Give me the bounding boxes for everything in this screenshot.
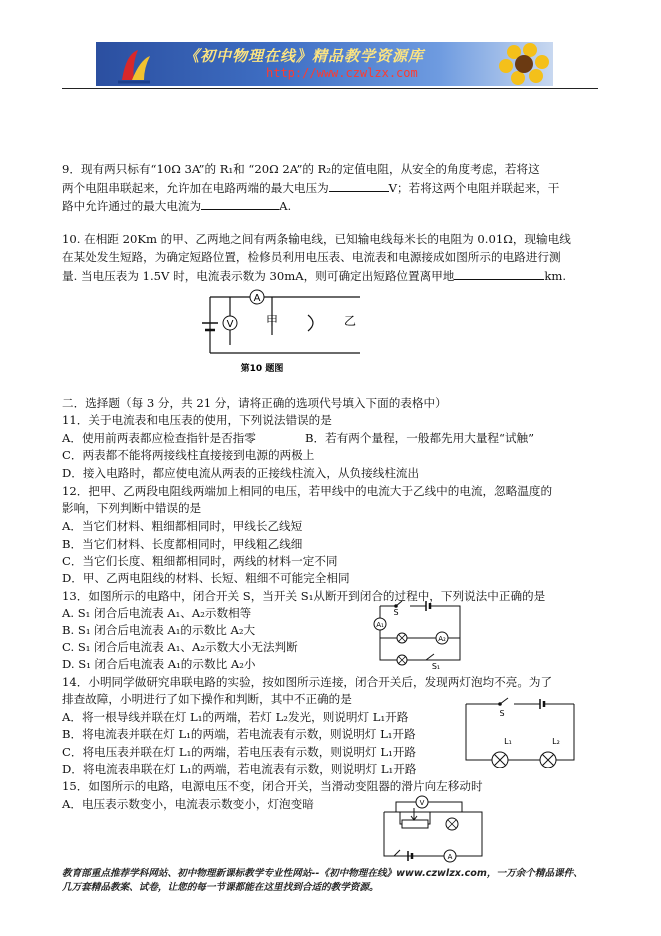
q9-line1: 9．现有两只标有“10Ω 3A”的 R₁和 “20Ω 2A”的 R₂的定值电阻，从安全的角度考虑，若将这 <box>62 162 540 176</box>
q12-option-a[interactable]: A．当它们材料、粗细都相同时，甲线长乙线短 <box>62 519 303 533</box>
q10-fig-yi: 乙 <box>343 314 357 328</box>
banner-url[interactable]: http://www.czwlzx.com <box>266 66 418 80</box>
q12-option-d[interactable]: D．甲、乙两电阻线的材料、长短、粗细不可能完全相同 <box>62 571 350 585</box>
q14-option-a[interactable]: A．将一根导线并联在灯 L₁的两端，若灯 L₂发光，则说明灯 L₁开路 <box>62 710 409 724</box>
q13-option-d[interactable]: D. S₁ 闭合后电流表 A₁的示数比 A₂小 <box>62 657 256 671</box>
q14-fig-l2: L₂ <box>552 737 560 746</box>
q12-stem1: 12．把甲、乙两段电阻线两端加上相同的电压，若甲线中的电流大于乙线中的电流，忽略温度的 <box>62 484 553 498</box>
q10-fig-caption: 第10 题图 <box>240 364 284 374</box>
banner-title: 《初中物理在线》精品教学资源库 <box>184 47 425 65</box>
q13-option-b[interactable]: B. S₁ 闭合后电流表 A₁的示数比 A₂大 <box>62 623 256 637</box>
q11-stem: 11．关于电流表和电压表的使用，下列说法错误的是 <box>62 413 332 427</box>
q15-option-a[interactable]: A．电压表示数变小，电流表示数变小，灯泡变暗 <box>62 797 314 811</box>
q10-fig-jia: 甲 <box>265 314 279 328</box>
q13-circuit-diagram <box>366 598 466 670</box>
q10-line2: 在某处发生短路，为确定短路位置，检修员利用电压表、电流表和电源接成如图所示的电路进行测 <box>62 250 561 264</box>
header-rule <box>62 88 598 89</box>
q9-text: 路中允许通过的最大电流为 <box>62 199 202 213</box>
q13-stem: 13．如图所示的电路中，闭合开关 S，当开关 S₁从断开到闭合的过程中，下列说法中正确的是 <box>62 589 546 603</box>
footer-line2: 几万套精品教案、试卷，让您的每一节课都能在这里找到合适的教学资源。 <box>62 882 379 893</box>
q10-fig-a: A <box>253 293 261 304</box>
q9-line2 <box>62 179 559 196</box>
q15-fig-v: V <box>419 799 425 807</box>
q14-fig-s: S <box>499 709 505 718</box>
q14-stem1: 14．小明同学做研究串联电路的实验，按如图所示连接，闭合开关后，发现两灯泡均不亮。为了 <box>62 675 553 689</box>
q10-circuit-diagram <box>200 285 365 377</box>
section2-heading: 二．选择题（每 3 分，共 21 分，请将正确的选项代号填入下面的表格中） <box>62 396 447 410</box>
q15-circuit-diagram <box>372 792 488 864</box>
q9-text: A. <box>279 199 292 213</box>
q14-circuit-diagram <box>462 696 578 768</box>
q14-option-c[interactable]: C．将电压表并联在灯 L₁的两端，若电压表有示数，则说明灯 L₁开路 <box>62 745 416 759</box>
q13-option-a[interactable]: A. S₁ 闭合后电流表 A₁、A₂示数相等 <box>62 606 252 620</box>
q10-fig-v: V <box>226 319 234 330</box>
sunflower-icon <box>496 42 553 86</box>
footer-line1: 教育部重点推荐学科网站、初中物理新课标教学专业性网站--《初中物理在线》www.czwlzx.com，一万余个精品课件、 <box>62 868 583 879</box>
q13-fig-s: S <box>393 608 399 617</box>
q11-option-a[interactable]: A．使用前两表都应检查指针是否指零 <box>62 431 256 445</box>
q10-line3 <box>62 267 566 284</box>
header-banner <box>96 42 553 86</box>
q12-stem2: 影响，下列判断中错误的是 <box>62 501 202 515</box>
q9-text: V；若将这两个电阻并联起来，干 <box>388 181 560 195</box>
q9-blank-current[interactable] <box>201 197 279 210</box>
q12-option-b[interactable]: B．当它们材料、长度都相同时，甲线粗乙线细 <box>62 537 303 551</box>
q12-option-c[interactable]: C．当它们长度、粗细都相同时，两线的材料一定不同 <box>62 554 338 568</box>
logo-icon <box>114 46 154 84</box>
q14-stem2: 排查故障，小明进行了如下操作和判断，其中不正确的是 <box>62 692 352 706</box>
q10-line1: 10. 在相距 20Km 的甲、乙两地之间有两条输电线，已知输电线每米长的电阻为 0.01Ω，现输电线 <box>62 232 571 246</box>
q13-fig-a2: A₂ <box>438 635 446 643</box>
q10-text: 量. 当电压表为 1.5V 时，电流表示数为 30mA，则可确定出短路位置离甲地 <box>62 269 455 283</box>
q9-text: 两个电阻串联起来，允许加在电路两端的最大电压为 <box>62 181 329 195</box>
q14-fig-l1: L₁ <box>504 737 512 746</box>
q13-option-c[interactable]: C. S₁ 闭合后电流表 A₁、A₂示数大小无法判断 <box>62 640 298 654</box>
q9-line3 <box>62 197 291 214</box>
q15-fig-a: A <box>447 853 453 861</box>
q10-blank-distance[interactable] <box>454 267 544 280</box>
q11-option-d[interactable]: D．接入电路时，都应使电流从两表的正接线柱流入，从负接线柱流出 <box>62 466 420 480</box>
q11-option-c[interactable]: C．两表都不能将两接线柱直接接到电源的两极上 <box>62 448 315 462</box>
q14-option-d[interactable]: D．将电流表串联在灯 L₁的两端，若电流表有示数，则说明灯 L₁开路 <box>62 762 417 776</box>
q13-fig-s1: S₁ <box>431 662 441 670</box>
q11-option-b[interactable]: B．若有两个量程，一般都先用大量程“试触” <box>305 431 535 445</box>
q15-stem: 15．如图所示的电路，电源电压不变，闭合开关，当滑动变阻器的滑片向左移动时 <box>62 779 483 793</box>
q10-text: km. <box>544 269 567 283</box>
q14-option-b[interactable]: B．将电流表并联在灯 L₁的两端，若电流表有示数，则说明灯 L₁开路 <box>62 727 416 741</box>
q13-fig-a1: A₁ <box>376 621 384 629</box>
q9-blank-voltage[interactable] <box>329 179 389 192</box>
